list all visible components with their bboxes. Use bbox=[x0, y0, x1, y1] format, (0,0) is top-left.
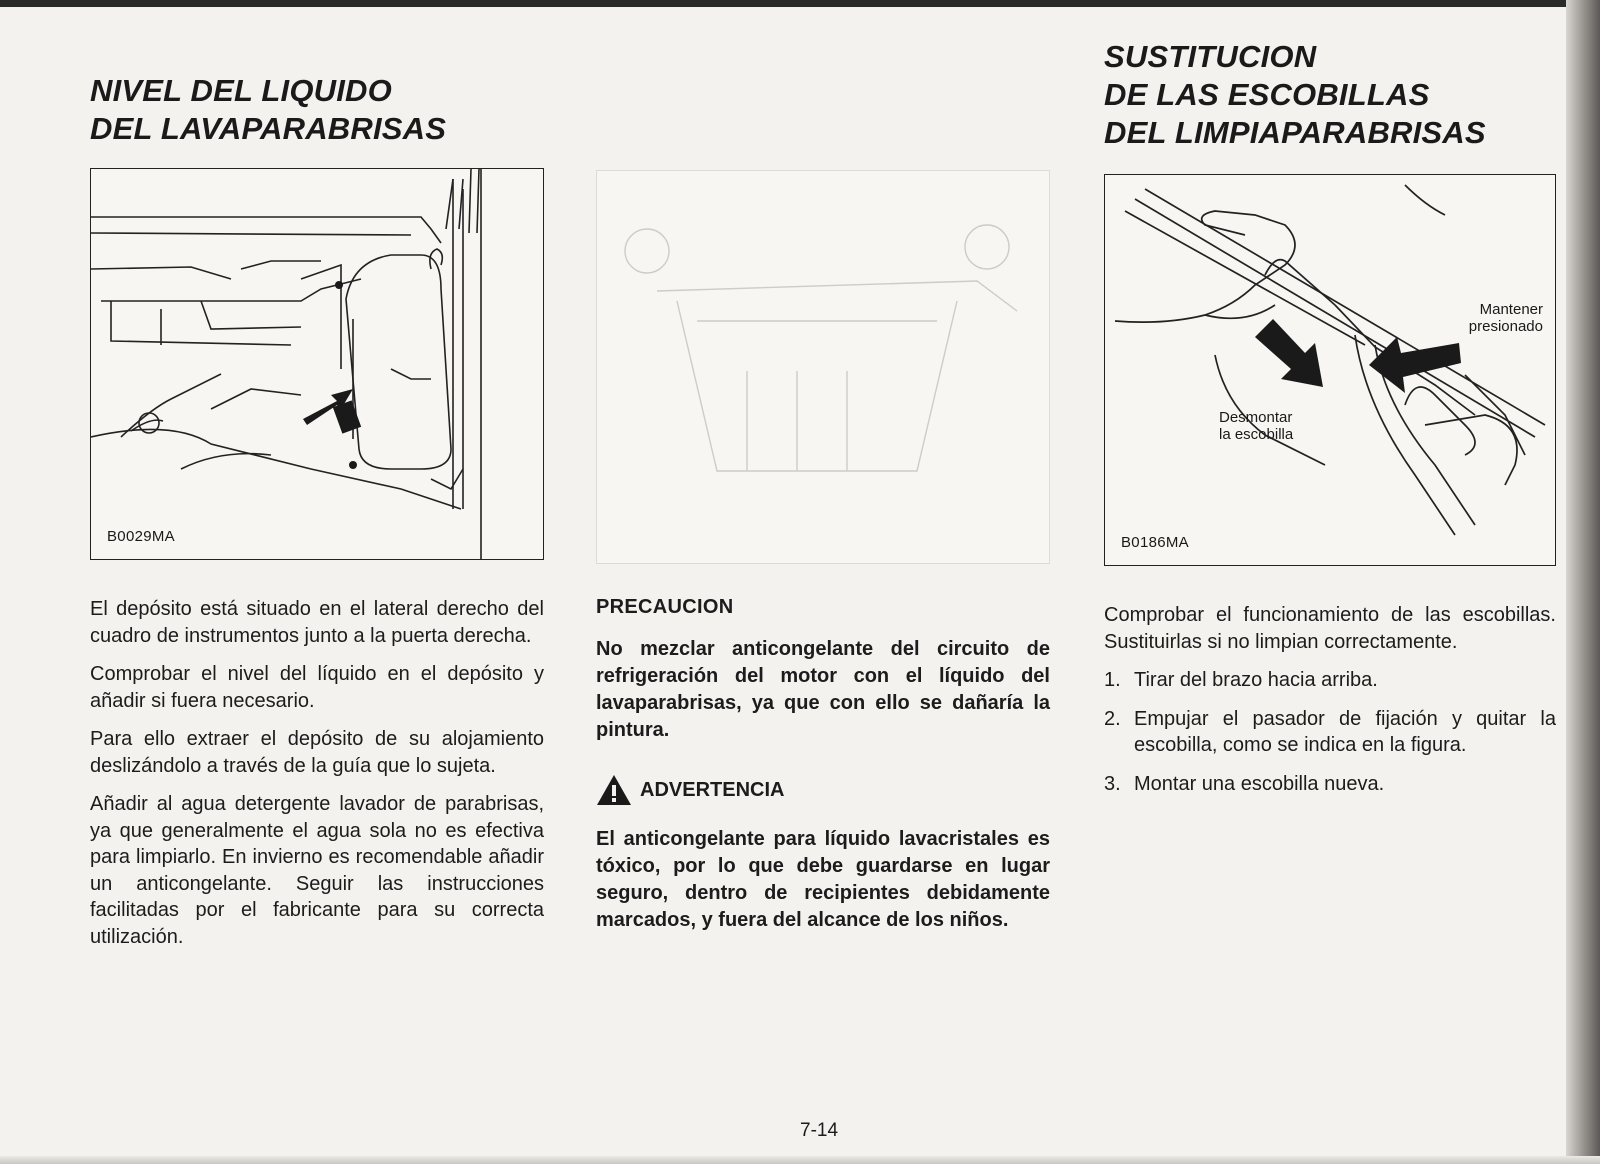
washer-fluid-body bbox=[90, 596, 544, 962]
figure-washer-reservoir bbox=[90, 168, 544, 560]
step-text: Empujar el pasador de fijación y quitar la escobilla, como se indica en la figura. bbox=[1134, 707, 1556, 756]
callout-remove-blade bbox=[1219, 409, 1293, 443]
paragraph: Añadir al agua detergente lavador de parabrisas, ya que generalmente el agua sola no es efectiva para limpiarlo. En invierno es recomendable añadir un anticongelante. Seguir las instrucciones facilitadas por el fabricante para su correcta utilización. bbox=[90, 793, 544, 948]
callout-line: Desmontar bbox=[1219, 409, 1293, 426]
title-line: NIVEL DEL LIQUIDO bbox=[90, 73, 392, 108]
caution-text: No mezclar anticongelante del circuito de refrigeración del motor con el líquido del lavaparabrisas, ya que con ello se dañaría la pintura. bbox=[596, 638, 1050, 741]
figure-bleedthrough bbox=[596, 170, 1050, 564]
caution-title: PRECAUCION bbox=[596, 596, 734, 618]
page-bottom-edge bbox=[0, 1156, 1600, 1164]
page-binding-shadow bbox=[1566, 0, 1600, 1164]
step-list bbox=[1104, 667, 1556, 797]
list-item bbox=[1104, 771, 1556, 798]
figure-code: B0186MA bbox=[1121, 534, 1189, 551]
callout-line: presionado bbox=[1468, 318, 1543, 335]
list-item bbox=[1104, 667, 1556, 694]
step-number: 1. bbox=[1104, 669, 1121, 691]
callout-line: Mantener bbox=[1479, 301, 1543, 318]
callout-keep-pressed bbox=[1469, 301, 1543, 335]
step-number: 3. bbox=[1104, 772, 1121, 795]
title-line: SUSTITUCION bbox=[1104, 39, 1317, 74]
list-item bbox=[1104, 706, 1556, 759]
figure-code: B0029MA bbox=[107, 528, 175, 545]
washer-reservoir-illustration bbox=[91, 169, 543, 559]
show-through-illustration bbox=[597, 171, 1049, 563]
paragraph: El depósito está situado en el lateral derecho del cuadro de instrumentos junto a la puerta derecha. bbox=[90, 598, 544, 647]
title-line: DE LAS ESCOBILLAS bbox=[1104, 77, 1430, 112]
warning-heading bbox=[596, 774, 784, 806]
callout-line: la escobilla bbox=[1219, 426, 1294, 443]
title-line: DEL LIMPIAPARABRISAS bbox=[1104, 115, 1486, 150]
paragraph: Para ello extraer el depósito de su alojamiento deslizándolo a través de la guía que lo sujeta. bbox=[90, 728, 544, 777]
paragraph: Comprobar el funcionamiento de las escobillas. Sustituirlas si no limpian correctamente. bbox=[1104, 604, 1556, 653]
step-text: Montar una escobilla nueva. bbox=[1134, 772, 1385, 795]
page-top-edge bbox=[0, 0, 1600, 7]
step-number: 2. bbox=[1104, 707, 1121, 730]
section-title-washer-fluid bbox=[90, 72, 544, 148]
step-text: Tirar del brazo hacia arriba. bbox=[1134, 669, 1378, 691]
title-line: DEL LAVAPARABRISAS bbox=[90, 111, 447, 146]
warning-title: ADVERTENCIA bbox=[640, 778, 785, 801]
wiper-blade-illustration bbox=[1105, 175, 1555, 565]
paragraph: Comprobar el nivel del líquido en el depósito y añadir si fuera necesario. bbox=[90, 663, 544, 712]
page-number: 7-14 bbox=[800, 1120, 839, 1141]
warning-triangle-icon bbox=[596, 774, 632, 806]
warning-text: El anticongelante para líquido lavacristales es tóxico, por lo que debe guardarse en lugar seguro, dentro de recipientes debidamente marcados, y fuera del alcance de los niños. bbox=[596, 828, 1050, 931]
figure-wiper-blade bbox=[1104, 174, 1556, 566]
wiper-blades-body bbox=[1104, 602, 1556, 809]
section-title-wiper-blades bbox=[1104, 38, 1564, 152]
